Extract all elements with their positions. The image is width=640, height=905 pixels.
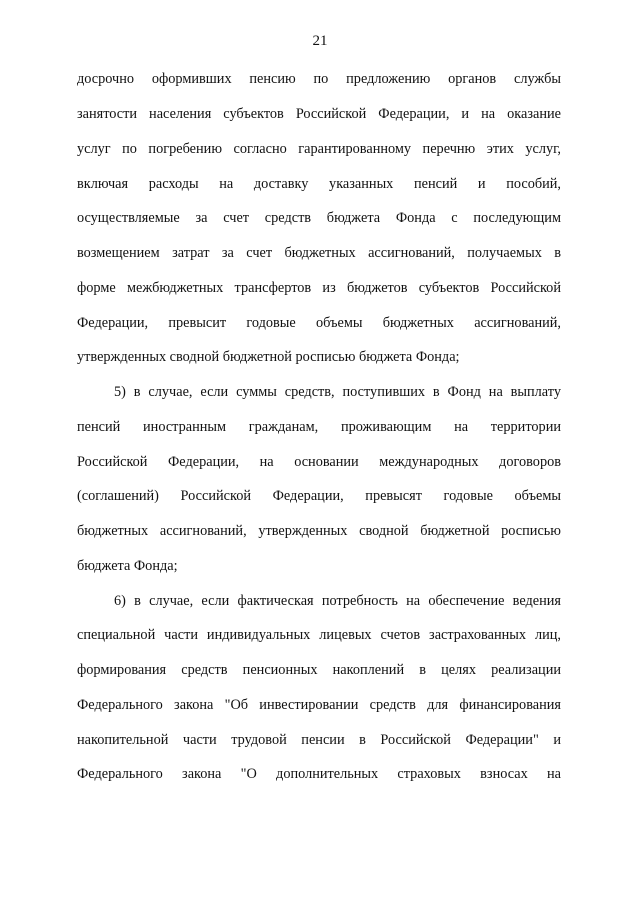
text-line: специальной части индивидуальных лицевых счетов застрахованных лиц,	[77, 627, 561, 643]
text-line: осуществляемые за счет средств бюджета Фонда с последующим	[77, 210, 561, 226]
text-line: Российской Федерации, на основании международных договоров	[77, 454, 561, 470]
text-line: формирования средств пенсионных накоплений в целях реализации	[77, 662, 561, 678]
text-line: накопительной части трудовой пенсии в Российской Федерации" и	[77, 732, 561, 748]
text-line: возмещением затрат за счет бюджетных ассигнований, получаемых в	[77, 245, 561, 261]
text-line: услуг по погребению согласно гарантированному перечню этих услуг,	[77, 141, 561, 157]
text-line: Федерации, превысит годовые объемы бюджетных ассигнований,	[77, 315, 561, 331]
text-line: 5) в случае, если суммы средств, поступивших в Фонд на выплату	[114, 384, 561, 400]
text-line: 6) в случае, если фактическая потребность на обеспечение ведения	[114, 593, 561, 609]
text-line: пенсий иностранным гражданам, проживающим на территории	[77, 419, 561, 435]
text-line: включая расходы на доставку указанных пенсий и пособий,	[77, 176, 561, 192]
text-line: (соглашений) Российской Федерации, превысят годовые объемы	[77, 488, 561, 504]
page-number: 21	[312, 33, 328, 49]
text-line: Федерального закона "Об инвестировании средств для финансирования	[77, 697, 561, 713]
text-line: утвержденных сводной бюджетной росписью бюджета Фонда;	[77, 349, 460, 365]
text-line: Федерального закона "О дополнительных страховых взносах на	[77, 766, 561, 782]
text-line: досрочно оформивших пенсию по предложению органов службы	[77, 71, 561, 87]
text-line: бюджетных ассигнований, утвержденных сводной бюджетной росписью	[77, 523, 561, 539]
text-line: занятости населения субъектов Российской Федерации, и на оказание	[77, 106, 561, 122]
text-line: форме межбюджетных трансфертов из бюджетов субъектов Российской	[77, 280, 561, 296]
text-line: бюджета Фонда;	[77, 558, 178, 574]
